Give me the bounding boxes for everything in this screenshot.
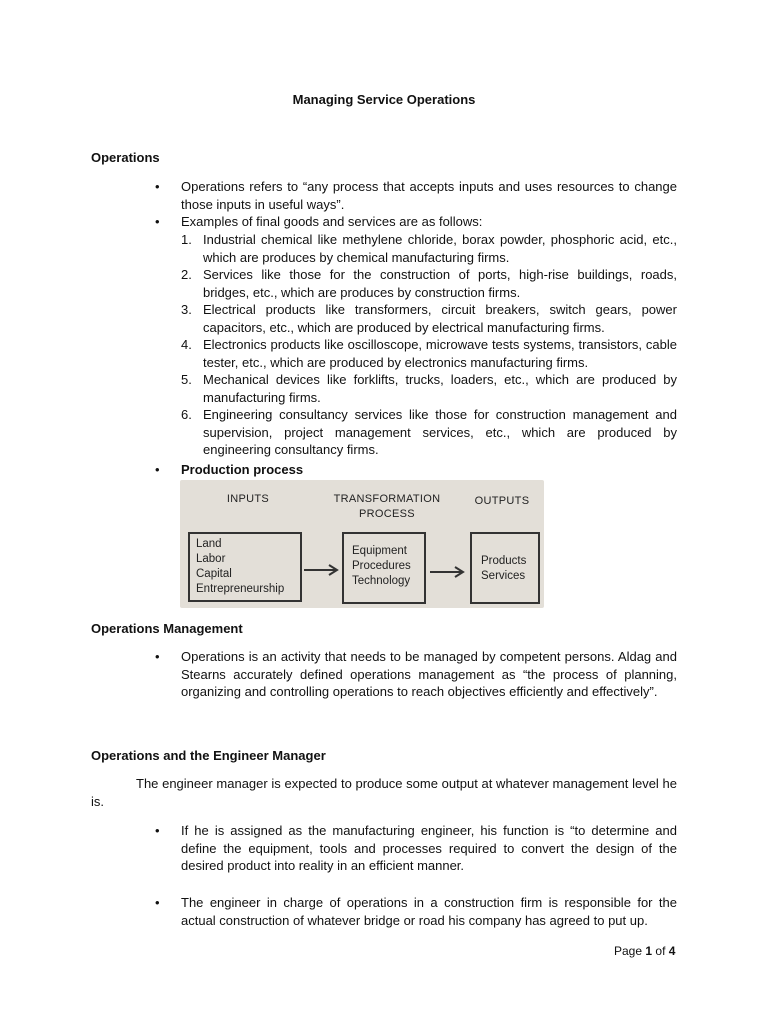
list-item: 4. Electronics products like oscilloscope, microwave tests systems, transistors, cable tester, etc., which are produced by electronics manufacturing firms. (181, 337, 677, 370)
section-heading-engineer-manager: Operations and the Engineer Manager (91, 748, 326, 763)
page-title: Managing Service Operations (292, 92, 476, 107)
process-label: PROCESS (359, 508, 415, 520)
process-item: Technology (352, 575, 411, 587)
bullet-production-process: • Production process (155, 462, 304, 477)
list-item: 1. Industrial chemical like methylene chloride, borax powder, phosphoric acid, etc., which are produces by chemical manufacturing firms. (181, 232, 677, 265)
arrow-right-icon (304, 563, 340, 577)
bullet-operations-management: • Operations is an activity that needs to be managed by competent persons. Aldag and Stearns accurately defined operations management as “the process of planning, organizing and controlling operations to reach objectives efficiently and effectively”. (155, 649, 677, 699)
bullet-operations-definition: • Operations refers to “any process that accepts inputs and uses resources to change those inputs in useful ways”. (155, 179, 677, 212)
bullet-manufacturing-engineer: • If he is assigned as the manufacturing engineer, his function is “to determine and define the equipment, tools and processes required to convert the design of the desired product into reality in an efficient manner. (155, 823, 677, 873)
transformation-label: TRANSFORMATION (333, 493, 441, 505)
list-item: 6. Engineering consultancy services like those for construction management and supervision, project management services, etc., which are produced by engineering consultancy firms. (181, 407, 677, 457)
list-item: 5. Mechanical devices like forklifts, trucks, loaders, etc., which are produced by manufacturing firms. (181, 372, 677, 405)
outputs-label: OUTPUTS (474, 495, 530, 507)
bullet-dot: • (155, 823, 160, 838)
outputs-item: Services (481, 570, 526, 582)
process-item: Procedures (352, 560, 411, 572)
bullet-dot: • (155, 649, 160, 664)
bullet-examples-intro: • Examples of final goods and services are as follows: (155, 214, 483, 229)
inputs-label: INPUTS (226, 493, 270, 505)
bullet-dot: • (155, 895, 160, 910)
bullet-dot: • (155, 179, 160, 194)
intro-paragraph: The engineer manager is expected to produce some output at whatever management level he is. (91, 776, 677, 809)
bullet-construction-engineer: • The engineer in charge of operations in a construction firm is responsible for the actual construction of whatever bridge or road his company has agreed to put up. (155, 895, 677, 928)
inputs-item: Land (196, 538, 222, 550)
bullet-dot: • (155, 462, 160, 477)
bullet-dot: • (155, 214, 160, 229)
list-item: 3. Electrical products like transformers, circuit breakers, switch gears, power capacitors, etc., which are produced by electrical manufacturing firms. (181, 302, 677, 335)
examples-list (181, 231, 677, 459)
section-heading-operations: Operations (91, 150, 160, 165)
list-item: 2. Services like those for the construction of ports, high-rise buildings, roads, bridges, etc., which are produces by construction firms. (181, 267, 677, 300)
inputs-item: Capital (196, 568, 232, 580)
outputs-item: Products (481, 555, 527, 567)
inputs-item: Labor (196, 553, 226, 565)
process-item: Equipment (352, 545, 407, 557)
inputs-item: Entrepreneurship (196, 583, 285, 595)
section-heading-operations-management: Operations Management (91, 621, 243, 636)
production-process-diagram (180, 480, 544, 608)
page-number: Page 1 of 4 (614, 944, 676, 958)
arrow-right-icon (430, 565, 466, 579)
